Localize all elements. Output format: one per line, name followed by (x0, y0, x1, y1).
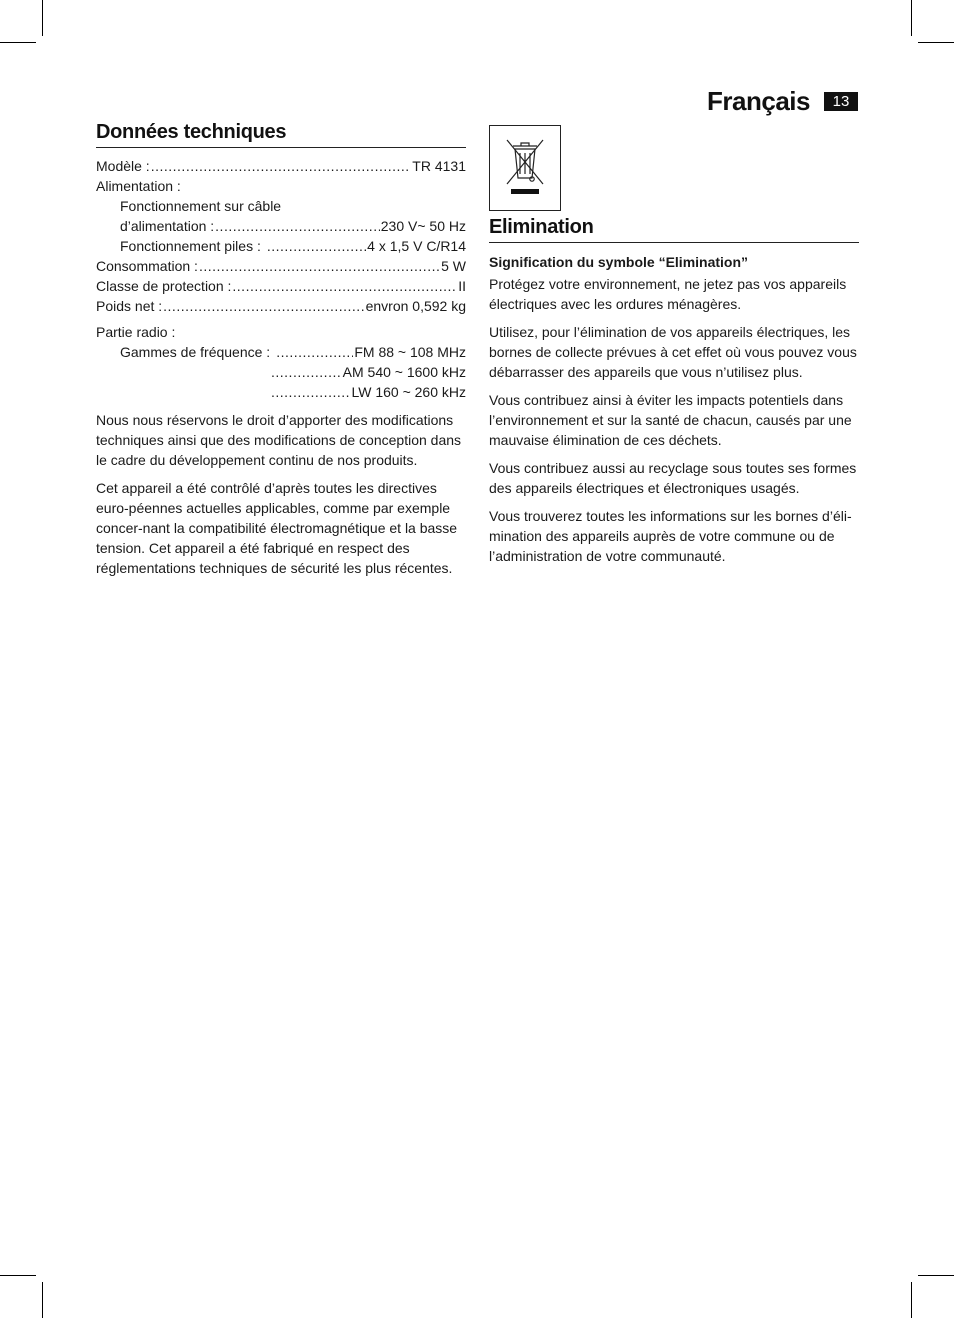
crop-mark (911, 1282, 912, 1318)
crop-mark (42, 1282, 43, 1318)
disposal-paragraph: Utilisez, pour l’élimination de vos appareils électriques, les bornes de collecte prévues à cet effet où vous pouvez vous débarrasser des appareils que vous n’utilisez plus. (489, 324, 857, 380)
dot-leader (267, 236, 366, 256)
crop-mark (911, 0, 912, 36)
crop-mark (0, 1275, 36, 1276)
spec-row-consumption: Consommation : ..... 5 W (96, 256, 466, 276)
crop-mark (918, 1275, 954, 1276)
disposal-paragraph: Protégez votre environnement, ne jetez pas vos appareils électriques avec les ordures ménagères. (489, 276, 847, 312)
spec-row-power-supply: Alimentation : (96, 178, 181, 194)
spec-row-net-weight: Poids net : ..... envron 0,592 kg (96, 296, 466, 316)
spec-row-battery: Fonctionnement piles : ..... 4 x 1,5 V C/R14 (96, 236, 466, 256)
modification-notice: Nous nous réservons le droit d’apporter des modifications techniques ainsi que des modifications de conception dans le cadre du développement continu de nos produits. (96, 412, 462, 468)
dot-leader (276, 342, 353, 362)
dot-leader (163, 296, 364, 316)
crop-mark (42, 0, 43, 36)
disposal-column (489, 122, 859, 574)
compliance-notice: Cet appareil a été contrôlé d’après toutes les directives euro-péennes actuelles applicables, comme par exemple concer-nant la compatibilité électromagnétique et la basse tension. Cet appareil a été fabriqué en respect des réglementations techniques de sécurité les plus récentes. (96, 480, 458, 576)
crop-mark (0, 42, 36, 43)
page-number: 13 (824, 92, 858, 111)
radio-section-label: Partie radio : (96, 324, 176, 340)
dot-leader (271, 382, 350, 402)
radio-band-lw: ..... LW 160 ~ 260 kHz (96, 382, 466, 402)
spec-row-mains-operation: Fonctionnement sur câble (120, 198, 282, 214)
page-header (707, 86, 858, 117)
disposal-paragraph: Vous trouverez toutes les informations sur les bornes d’éli-mination des appareils auprès de votre commune ou de l’administration de votre communauté. (489, 508, 852, 564)
spec-row-mains-value: d’alimentation : ..... 230 V~ 50 Hz (96, 216, 466, 236)
language-title: Français (707, 86, 810, 116)
disposal-paragraph: Vous contribuez aussi au recyclage sous toutes ses formes des appareils électriques et électroniques usagés. (489, 460, 857, 496)
spec-row-protection-class: Classe de protection : ..... II (96, 276, 466, 296)
dot-leader (232, 276, 457, 296)
disposal-paragraph: Vous contribuez ainsi à éviter les impacts potentiels dans l’environnement et sur la santé de chacun, causés par une mauvaise élimination de ces déchets. (489, 392, 852, 448)
dot-leader (215, 216, 380, 236)
dot-leader (151, 156, 412, 176)
crossed-out-wheelie-bin-icon (489, 125, 561, 211)
symbol-meaning-subheading: Signification du symbole “Elimination” (489, 254, 749, 270)
spec-row-model: Modèle : ..... TR 4131 (96, 156, 466, 176)
radio-band-fm: Gammes de fréquence : ..... FM 88 ~ 108 MHz (96, 342, 466, 362)
dot-leader (199, 256, 440, 276)
dot-leader (271, 362, 342, 382)
radio-band-am: ..... AM 540 ~ 1600 kHz (96, 362, 466, 382)
crop-mark (918, 42, 954, 43)
elimination-heading: Elimination (489, 217, 859, 243)
tech-data-column (96, 122, 466, 586)
tech-data-heading: Données techniques (96, 122, 466, 148)
